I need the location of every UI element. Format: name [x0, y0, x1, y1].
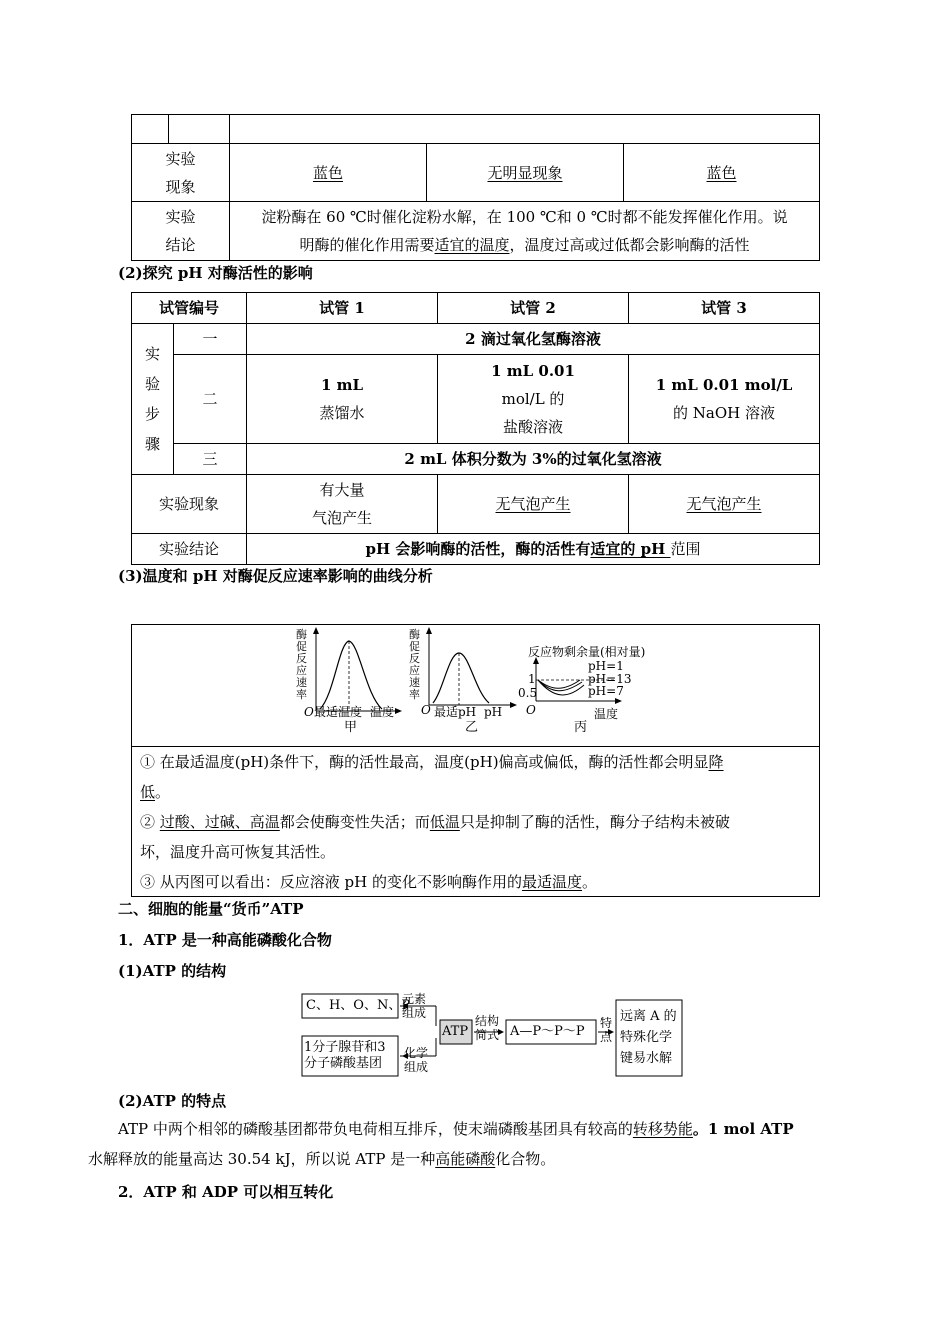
atp-composition: 1分子腺苷和3 分子磷酸基团 [304, 1040, 386, 1071]
row-label: 实验 结论 [132, 202, 230, 261]
graph-jia-origin: O [304, 705, 314, 719]
graph-bing-series-1: pH=1 [588, 659, 624, 673]
graph-bing-xlabel: 温度 [594, 707, 619, 721]
graph-yi-xmark: 最适pH [434, 705, 477, 719]
subsection-title: (1)ATP 的结构 [118, 962, 227, 980]
analysis-point-1: ① 在最适温度(pH)条件下，酶的活性最高，温度(pH)偏高或偏低，酶的活性都会明显降 [140, 753, 724, 771]
graph-bing-series-2: pH=13 [588, 672, 632, 686]
blank-cell [169, 115, 230, 144]
phenomenon-cell: 无气泡产生 [438, 475, 629, 534]
graph-yi-xlabel: pH [484, 705, 503, 719]
steps-label: 实验步骤 [132, 324, 174, 475]
graph-bing-y05: 0.5 [518, 686, 538, 700]
graph-bing-y1: 1 [528, 672, 536, 686]
header-cell: 试管 1 [247, 293, 438, 324]
graph-jia-xlabel: 温度 [370, 705, 395, 719]
graph-jia-caption: 甲 [344, 720, 358, 735]
atp-formula: A—P～P～P [510, 1024, 585, 1039]
graph-jia-ylabel: 酶促反应速率 [296, 628, 307, 701]
graph-yi-caption: 乙 [465, 720, 479, 735]
phenomenon-cell: 蓝色 [624, 144, 820, 202]
graph-yi-ylabel: 酶促反应速率 [409, 628, 420, 701]
analysis-text: ① 在最适温度(pH)条件下，酶的活性最高，温度(pH)偏高或偏低，酶的活性都会明显降 低。 ② 过酸、过碱、高温都会使酶变性失活；而低温只是抑制了酶的活性，酶分子结构未被破 坏，温度升高可恢复其活性。 ③ 从丙图可以看出：反应溶液 pH 的变化不影响酶作用的最适温度。 [140, 747, 810, 897]
subsection-title: 1．ATP 是一种高能磷酸化合物 [118, 931, 332, 949]
graph-bing-series-3: pH=7 [588, 684, 624, 698]
step-cell: 2 mL 体积分数为 3%的过氧化氢溶液 [247, 444, 820, 475]
header-cell: 试管 2 [438, 293, 629, 324]
graph-bing-caption: 丙 [574, 720, 588, 735]
atp-structure-diagram [300, 992, 690, 1080]
atp-struct-label: 结构 简式 [475, 1014, 500, 1042]
phenomenon-cell: 蓝色 [230, 144, 427, 202]
part-title: 二、细胞的能量“货币”ATP [118, 900, 304, 918]
section-title: (2)探究 pH 对酶活性的影响 [118, 264, 313, 282]
phenomenon-cell: 有大量 气泡产生 [247, 475, 438, 534]
graph-jia-xmark: 最适温度 [314, 705, 363, 719]
phenomenon-cell: 无气泡产生 [629, 475, 820, 534]
subsection-title: (2)ATP 的特点 [118, 1092, 227, 1110]
header-cell: 试管 3 [629, 293, 820, 324]
atp-paragraph: ATP 中两个相邻的磷酸基团都带负电荷相互排斥，使末端磷酸基团具有较高的转移势能。1 mol ATP 水解释放的能量高达 30.54 kJ，所以说 ATP 是一种高能磷酸化合物。 [88, 1120, 794, 1168]
atp-chem-label: 化学 组成 [404, 1046, 429, 1074]
graph-bing-ylabel: 反应物剩余量(相对量) [528, 645, 646, 659]
step-number: 一 [174, 324, 247, 355]
conclusion-cell: 淀粉酶在 60 ℃时催化淀粉水解，在 100 ℃和 0 ℃时都不能发挥催化作用。说 明酶的催化作用需要适宜的温度，温度过高或过低都会影响酶的活性 [230, 202, 820, 261]
step-number: 二 [174, 355, 247, 444]
subsection-title: 2．ATP 和 ADP 可以相互转化 [118, 1183, 334, 1201]
step-number: 三 [174, 444, 247, 475]
atp-center: ATP [442, 1024, 469, 1039]
curve-analysis-box [131, 624, 820, 897]
step-cell: 1 mL 蒸馏水 [247, 355, 438, 444]
blank-cell [132, 115, 169, 144]
analysis-point-2: ② 过酸、过碱、高温都会使酶变性失活；而低温只是抑制了酶的活性，酶分子结构未被破 [140, 813, 730, 831]
section-title: (3)温度和 pH 对酶促反应速率影响的曲线分析 [118, 567, 433, 585]
ph-table [131, 292, 820, 565]
atp-feat-label: 特 点 [600, 1016, 613, 1044]
row-label: 实验现象 [132, 475, 247, 534]
header-cell: 试管编号 [132, 293, 247, 324]
atp-elem-label: 元素 组成 [402, 992, 427, 1020]
phenomenon-cell: 无明显现象 [427, 144, 624, 202]
row-label: 实验结论 [132, 534, 247, 565]
step-cell: 2 滴过氧化氢酶溶液 [247, 324, 820, 355]
graph-bing-origin: O [526, 703, 536, 717]
atp-elements: C、H、O、N、P [306, 998, 411, 1013]
temperature-table [131, 114, 820, 261]
step-cell: 1 mL 0.01 mol/L 的 盐酸溶液 [438, 355, 629, 444]
analysis-point-3: ③ 从丙图可以看出：反应溶液 pH 的变化不影响酶作用的最适温度。 [140, 873, 598, 891]
step-cell: 1 mL 0.01 mol/L 的 NaOH 溶液 [629, 355, 820, 444]
graph-yi-origin: O [421, 703, 431, 717]
row-label: 实验 现象 [132, 144, 230, 202]
conclusion-cell: pH 会影响酶的活性，酶的活性有适宜的 pH 范围 [247, 534, 820, 565]
atp-feature: 远离 A 的 特殊化学 键易水解 [620, 1009, 677, 1066]
blank-cell [230, 115, 820, 144]
